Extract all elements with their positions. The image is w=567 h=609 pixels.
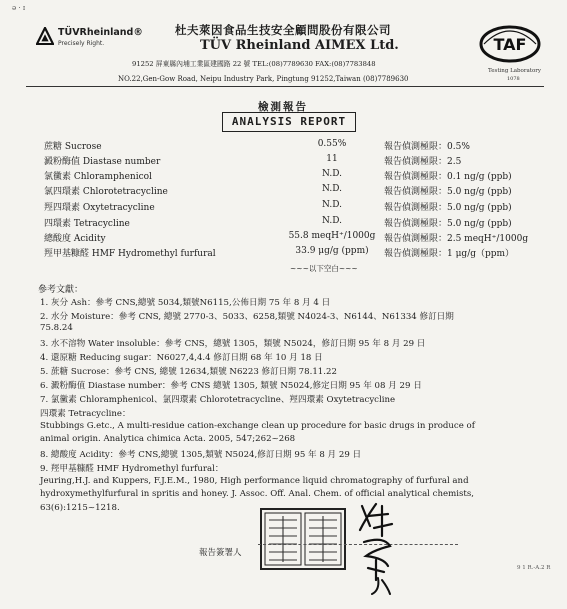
detection-limit: 報告偵測極限：5.0 ng/g (ppb) — [384, 187, 512, 197]
reference-line: 63(6):1215~1218. — [40, 503, 120, 513]
reference-line: 8. 總酸度 Acidity：參考 CNS,總號 1305,類號 N5024,修訂日期 95 年 8 月 29 日 — [40, 450, 362, 460]
test-result: N.D. — [322, 184, 342, 194]
triangle-logo-icon — [36, 27, 54, 45]
test-item-name: 氯四環素 Chlorotetracycline — [44, 187, 168, 197]
report-title-box — [222, 112, 356, 132]
result-row — [44, 231, 550, 245]
report-title-en: ANALYSIS REPORT — [231, 115, 347, 128]
test-result: 55.8 meqH⁺/1000g — [288, 231, 376, 241]
reference-line: 5. 蔗糖 Sucrose：參考 CNS, 總號 12634,類號 N6223 修訂日期 78.11.22 — [40, 367, 337, 377]
report-title-cn: 檢測報告 — [258, 101, 308, 113]
taf-accreditation-logo — [478, 24, 542, 64]
logo-tagline: Precisely Right. — [58, 40, 105, 47]
company-name-en: TÜV Rheinland AIMEX Ltd. — [200, 38, 399, 53]
test-item-name: 羥四環素 Oxytetracycline — [44, 203, 155, 213]
test-result: 33.9 μg/g (ppm) — [295, 246, 369, 256]
test-item-name: 四環素 Tetracycline — [44, 219, 130, 229]
result-row — [44, 154, 550, 168]
reference-line: hydroxymethylfurfural in spritis and honey. J. Assoc. Off. Anal. Chem. of official analytical chemists, — [40, 489, 475, 499]
reference-line: 7. 氯黴素 Chloramphenicol、氯四環素 Chlorotetracycline、羥四環素 Oxytetracycline — [40, 395, 396, 405]
header-divider — [26, 86, 544, 87]
test-item-name: 蔗糖 Sucrose — [44, 142, 102, 152]
reference-line: 9. 羥甲基糠醛 HMF Hydromethyl furfural： — [40, 464, 224, 474]
detection-limit: 報告偵測極限：5.0 ng/g (ppb) — [384, 219, 512, 229]
reference-line: 6. 澱粉酶值 Diastase number：參考 CNS 總號 1305, 類號 N5024,修定日期 95 年 08 月 29 日 — [40, 381, 422, 391]
result-row — [44, 169, 550, 183]
result-row — [44, 246, 550, 260]
detection-limit: 報告偵測極限：5.0 ng/g (ppb) — [384, 203, 512, 213]
reference-line: Stubbings G.etc., A multi-residue cation-exchange clean up procedure for basic drugs in produce of — [40, 421, 475, 431]
taf-number: 1078 — [507, 76, 520, 82]
result-row — [44, 216, 550, 230]
reference-line: animal origin. Analytica chimica Acta. 2005, 547;262~268 — [40, 434, 296, 444]
company-seal-stamp — [260, 508, 346, 570]
taf-logo-text: TAF — [493, 35, 527, 54]
reference-line: 75.8.24 — [40, 323, 73, 333]
reference-line: Jeuring,H.J. and Kuppers, F.J.E.M., 1980, High performance liquid chromatography of furfural and — [40, 476, 469, 486]
result-row — [44, 184, 550, 198]
detection-limit: 報告偵測極限：0.1 ng/g (ppb) — [384, 172, 512, 182]
taf-subtitle: Testing Laboratory — [488, 68, 542, 74]
tuv-logo — [36, 25, 156, 55]
test-result: N.D. — [322, 169, 342, 179]
reference-line: 2. 水分 Moisture：參考 CNS, 總號 2770-3、5033、6258,類號 N4024-3、N6144、N61334 修訂日期 — [40, 312, 454, 322]
test-result: 11 — [326, 154, 338, 164]
signatory-label: 報告簽署人 — [199, 548, 242, 558]
handwritten-signature — [354, 500, 398, 596]
test-result: N.D. — [322, 216, 342, 226]
address-en: NO.22,Gen-Gow Road, Neipu Industry Park, Pingtung 91252,Taiwan (08)7789630 — [118, 75, 409, 83]
reference-line: 1. 灰分 Ash：參考 CNS,總號 5034,類號N6115,公佈日期 75 年 8 月 4 日 — [40, 298, 331, 308]
detection-limit: 報告偵測極限：0.5% — [384, 142, 470, 152]
detection-limit: 報告偵測極限：2.5 — [384, 157, 462, 167]
footer-code: 9 1 R.-A.2 R — [517, 565, 551, 571]
detection-limit: 報告偵測極限：2.5 meqH⁺/1000g — [384, 234, 529, 244]
result-row — [44, 139, 550, 153]
reference-line: 四環素 Tetracycline： — [40, 409, 131, 419]
end-of-results-marker: ~~~以下空白~~~ — [290, 264, 358, 273]
test-item-name: 羥甲基糠醛 HMF Hydromethyl furfural — [44, 249, 216, 259]
reference-line: 3. 水不溶物 Water insoluble：參考 CNS，總號 1305，類號 N5024，修訂日期 95 年 8 月 29 日 — [40, 339, 426, 349]
corner-mark: ǝ · ɪ — [12, 4, 26, 12]
references-heading: 參考文獻： — [38, 285, 84, 295]
test-result: 0.55% — [317, 139, 347, 149]
test-item-name: 澱粉酶值 Diastase number — [44, 157, 161, 167]
test-item-name: 總酸度 Acidity — [44, 234, 106, 244]
test-result: N.D. — [322, 200, 342, 210]
reference-line: 4. 還原糖 Reducing sugar：N6027,4,4.4 修訂日期 68 年 10 月 18 日 — [40, 353, 323, 363]
detection-limit: 報告偵測極限：1 μg/g（ppm） — [384, 249, 515, 259]
address-cn: 91252 屏東縣內埔工業區建國路 22 號 TEL:(08)7789630 FAX:(08)7783848 — [132, 60, 376, 68]
logo-text: TÜVRheinland® — [58, 27, 143, 38]
result-row — [44, 200, 550, 214]
test-item-name: 氯黴素 Chloramphenicol — [44, 172, 152, 182]
company-name-cn: 杜夫萊因食品生技安全顧問股份有限公司 — [175, 23, 391, 37]
